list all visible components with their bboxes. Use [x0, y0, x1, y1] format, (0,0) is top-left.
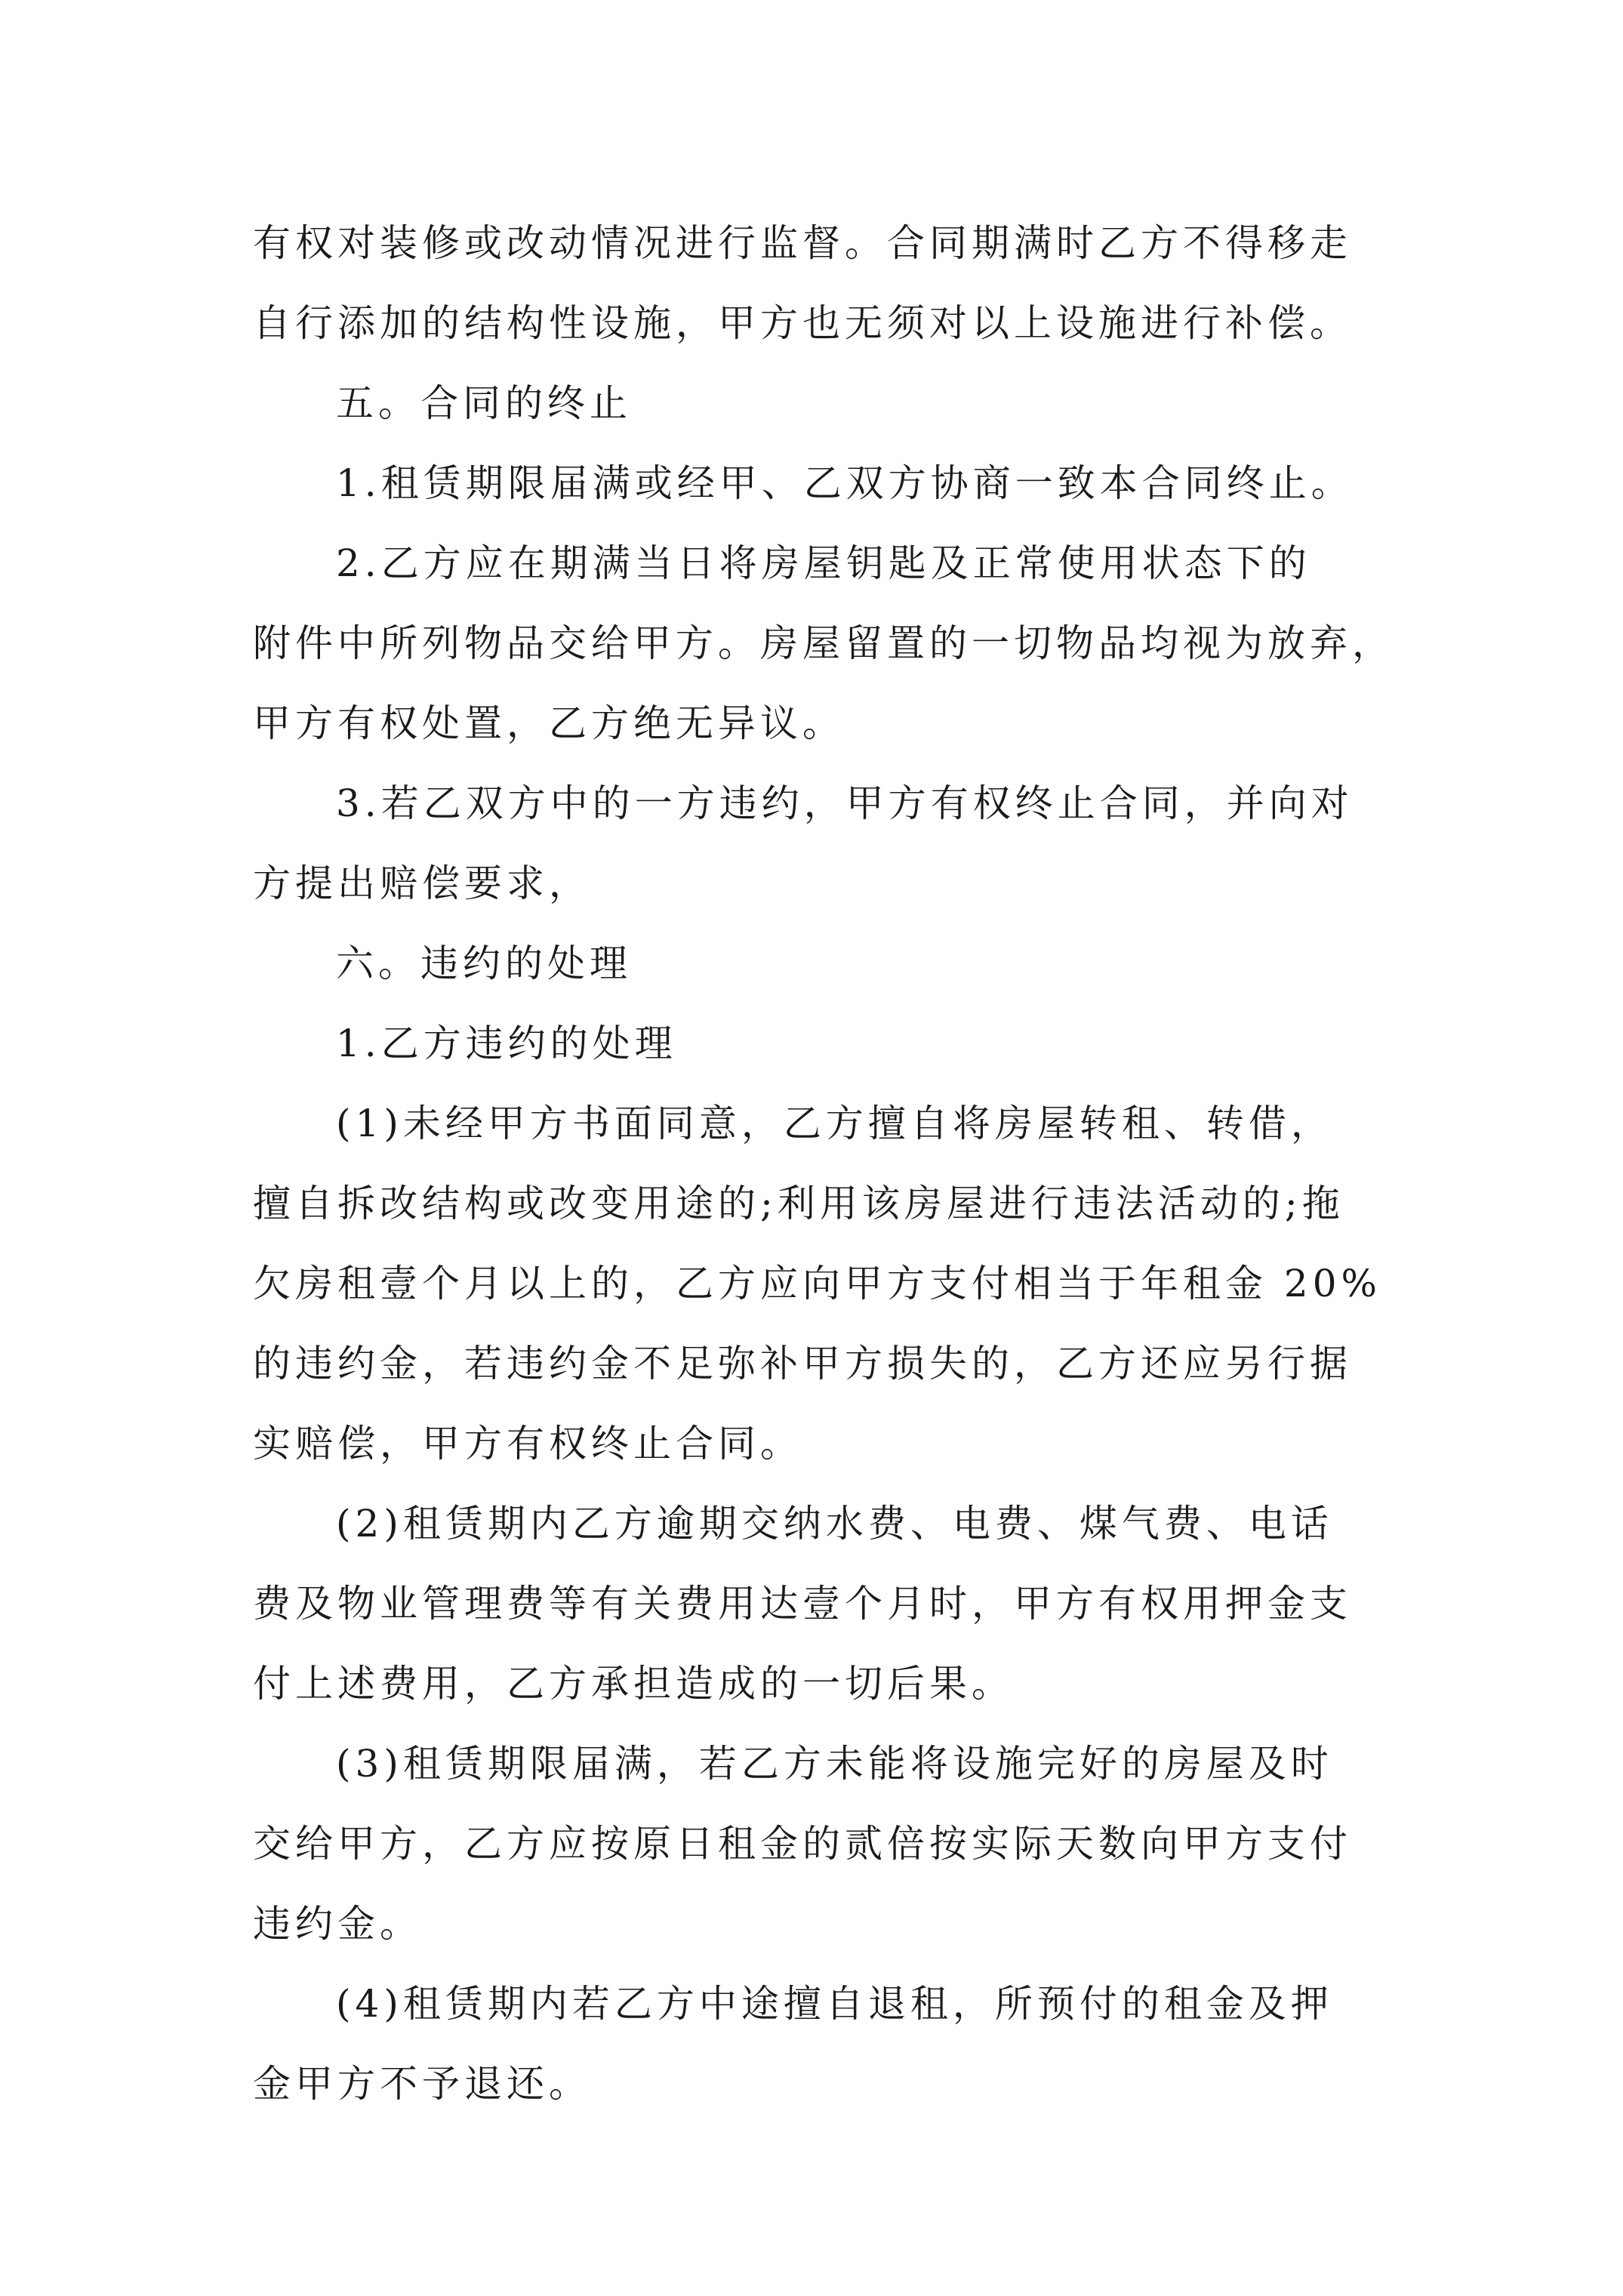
text-line: 费及物业管理费等有关费用达壹个月时，甲方有权用押金支 — [253, 1582, 1352, 1626]
text-line: (1)未经甲方书面同意，乙方擅自将房屋转租、转借， — [336, 1102, 1333, 1145]
text-line: (4)租赁期内若乙方中途擅自退租，所预付的租金及押 — [336, 1982, 1333, 2026]
text-line: 甲方有权处置，乙方绝无异议。 — [253, 701, 845, 745]
text-line: 的违约金，若违约金不足弥补甲方损失的，乙方还应另行据 — [253, 1342, 1352, 1385]
text-line: 欠房租壹个月以上的，乙方应向甲方支付相当于年租金 20% — [253, 1262, 1382, 1305]
text-line: 交给甲方，乙方应按原日租金的贰倍按实际天数向甲方支付 — [253, 1822, 1352, 1866]
section-heading: 五。合同的终止 — [336, 381, 632, 425]
text-line: 自行添加的结构性设施，甲方也无须对以上设施进行补偿。 — [253, 301, 1352, 345]
text-line: 实赔偿，甲方有权终止合同。 — [253, 1422, 802, 1465]
text-line: (2)租赁期内乙方逾期交纳水费、电费、煤气费、电话 — [336, 1502, 1333, 1546]
text-line: 金甲方不予退还。 — [253, 2062, 591, 2106]
text-line: 附件中所列物品交给甲方。房屋留置的一切物品均视为放弃， — [253, 621, 1394, 665]
text-line: 付上述费用，乙方承担造成的一切后果。 — [253, 1662, 1014, 1706]
text-line: 方提出赔偿要求， — [253, 861, 591, 905]
text-line: (3)租赁期限届满，若乙方未能将设施完好的房屋及时 — [336, 1742, 1333, 1786]
text-line: 违约金。 — [253, 1902, 422, 1946]
section-heading: 六。违约的处理 — [336, 942, 632, 985]
text-line: 有权对装修或改动情况进行监督。合同期满时乙方不得移走 — [253, 221, 1352, 265]
text-line: 1.租赁期限届满或经甲、乙双方协商一致本合同终止。 — [336, 461, 1354, 505]
subsection-heading: 1.乙方违约的处理 — [336, 1022, 677, 1065]
text-line: 擅自拆改结构或改变用途的;利用该房屋进行违法活动的;拖 — [253, 1182, 1344, 1225]
text-line: 3.若乙双方中的一方违约，甲方有权终止合同，并向对 — [336, 781, 1354, 825]
text-line: 2.乙方应在期满当日将房屋钥匙及正常使用状态下的 — [336, 541, 1311, 585]
